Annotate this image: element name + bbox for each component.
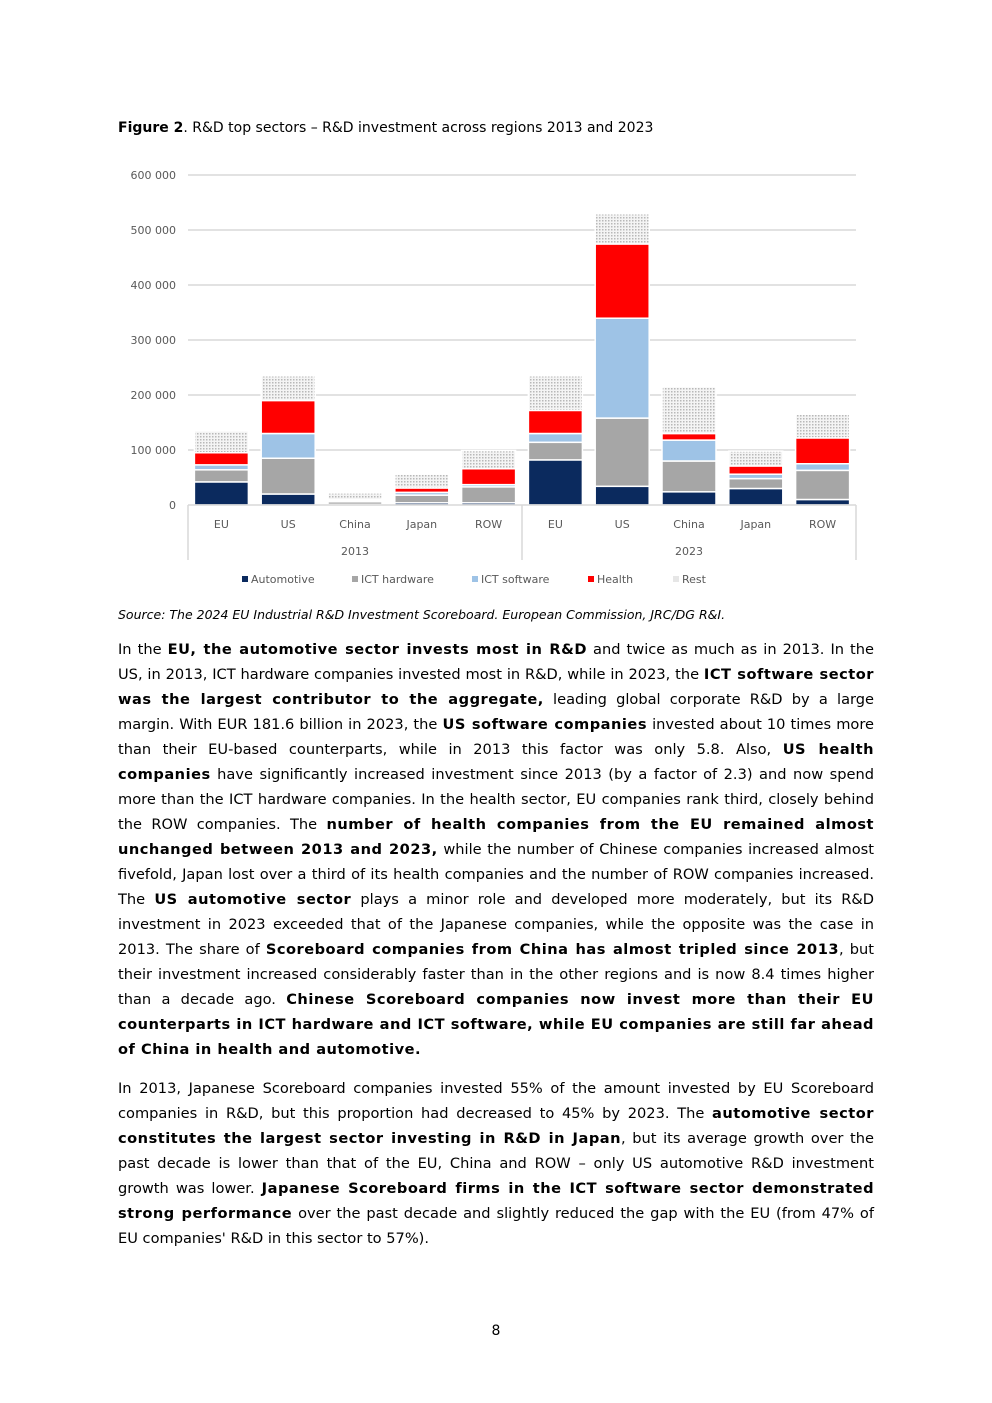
bar-segment-rest [796, 414, 850, 438]
bar-segment-ict-hardware [662, 461, 716, 492]
legend-label: Automotive [251, 573, 315, 586]
bar-segment-health [261, 401, 315, 434]
p1-run: and twice as much as in 2013. In the US, in 2013, ICT hardware companies invested most in R&D, while in 2023, the [118, 641, 875, 683]
bar-segment-health [729, 466, 783, 474]
p1-run: In the [118, 641, 168, 658]
bar-segment-rest [729, 451, 783, 466]
p1-run: Scoreboard companies from China has almost tripled since 2013 [265, 941, 840, 958]
group-label: 2023 [675, 545, 703, 558]
p1-run: , but their investment increased considerably faster than in the other regions and is now 8.4 times higher than a decade ago. [118, 941, 874, 1008]
x-tick-label: EU [547, 518, 563, 531]
x-tick-label: ROW [475, 518, 503, 531]
p2-run: over the past decade and slightly reduced the gap with the EU (from 47% of EU companies' R&D in this sector to 57%). [118, 1205, 874, 1247]
legend-swatch-automotive [242, 576, 248, 582]
bar-segment-ict-hardware [261, 458, 315, 494]
bar-segment-rest [328, 493, 382, 500]
p1-run: Chinese Scoreboard companies now invest more than their EU counterparts in ICT hardware and ICT software, while EU companies are still far ahead of China in health and automotive. [118, 991, 874, 1058]
y-tick-label: 100 000 [130, 444, 176, 457]
legend-label: Health [597, 573, 634, 586]
bar-segment-ict-hardware [528, 442, 582, 460]
legend-label: Rest [682, 573, 706, 586]
bar-segment-ict-hardware [729, 479, 783, 489]
x-tick-label: China [339, 518, 371, 531]
figure-title: . R&D top sectors – R&D investment across regions 2013 and 2023 [183, 120, 654, 136]
bar-segment-automotive [528, 460, 582, 505]
p1-run: US software companies [442, 716, 648, 733]
legend-label: ICT hardware [361, 573, 434, 586]
bar-segment-ict-hardware [395, 495, 449, 503]
bar-segment-automotive [261, 494, 315, 505]
y-tick-label: 500 000 [130, 224, 176, 237]
bar-segment-automotive [729, 489, 783, 506]
p1-run: while the number of Chinese companies increased almost fivefold, Japan lost over a third of its health companies and the number of ROW companies increased. The [118, 841, 875, 908]
bar-segment-health [528, 410, 582, 433]
p1-run: US automotive sector [154, 891, 352, 908]
bar-segment-health [595, 244, 649, 318]
group-label: 2013 [341, 545, 369, 558]
p1-run: number of health companies from the EU remained almost unchanged between 2013 and 2023, [118, 816, 875, 858]
bar-segment-rest [194, 431, 248, 453]
bar-segment-automotive [595, 486, 649, 505]
bar-segment-ict-software [595, 318, 649, 418]
bar-segment-rest [528, 376, 582, 411]
bar-segment-automotive [194, 482, 248, 505]
bar-segment-rest [395, 474, 449, 488]
y-tick-label: 200 000 [130, 389, 176, 402]
p2-run: Japanese Scoreboard firms in the ICT software sector demonstrated strong performance [118, 1180, 875, 1222]
x-tick-label: Japan [740, 518, 772, 531]
legend-label: ICT software [481, 573, 550, 586]
figure-source: Source: The 2024 EU Industrial R&D Investment Scoreboard. European Commission, JRC/DG R&I. [118, 607, 726, 622]
x-tick-label: China [673, 518, 705, 531]
bar-segment-ict-hardware [462, 487, 516, 503]
bar-segment-automotive [796, 500, 850, 506]
y-tick-label: 0 [169, 499, 176, 512]
p2-run: In 2013, Japanese Scoreboard companies invested 55% of the amount invested by EU Scoreboard companies in R&D, but this proportion had decreased to 45% by 2023. The [118, 1080, 874, 1122]
bar-segment-health [462, 469, 516, 485]
bar-segment-ict-software [796, 464, 850, 471]
x-tick-label: EU [213, 518, 229, 531]
paragraph-1 [118, 637, 874, 1062]
bar-segment-rest [462, 451, 516, 469]
bar-segment-rest [662, 387, 716, 434]
bar-segment-health [662, 434, 716, 441]
bar-segment-health [194, 453, 248, 465]
p1-run: EU, the automotive sector invests most in R&D [167, 641, 587, 658]
x-tick-label: US [614, 518, 630, 531]
bar-segment-health [796, 438, 850, 464]
y-tick-label: 400 000 [130, 279, 176, 292]
p1-run: US health companies [118, 741, 874, 783]
bar-segment-automotive [662, 492, 716, 505]
p2-run: automotive sector constitutes the largest sector investing in R&D in Japan [118, 1105, 874, 1147]
legend-swatch-ict-software [472, 576, 478, 582]
stacked-bar-chart [110, 160, 870, 600]
bar-segment-rest [261, 376, 315, 401]
bar-segment-ict-hardware [796, 470, 850, 499]
y-tick-label: 300 000 [130, 334, 176, 347]
x-tick-label: ROW [809, 518, 837, 531]
bar-segment-ict-software [261, 434, 315, 459]
p1-run: leading global corporate R&D by a large margin. With EUR 181.6 billion in 2023, the [118, 691, 874, 733]
x-tick-label: US [280, 518, 296, 531]
bar-segment-ict-software [528, 434, 582, 443]
p1-run: ICT software sector was the largest contributor to the aggregate, [118, 666, 874, 708]
figure-label: Figure 2 [118, 120, 184, 136]
bar-segment-rest [595, 214, 649, 244]
paragraph-2 [118, 1076, 874, 1251]
legend-swatch-ict-hardware [352, 576, 358, 582]
p1-run: have significantly increased investment since 2013 (by a factor of 2.3) and now spend more than the ICT hardware companies. In the health sector, EU companies rank third, closely behind the ROW companies. The [118, 766, 874, 833]
figure-caption [118, 118, 878, 138]
legend-swatch-health [588, 576, 594, 582]
bar-segment-ict-hardware [595, 418, 649, 486]
bar-segment-ict-hardware [194, 470, 248, 482]
page-number: 8 [491, 1323, 501, 1339]
p2-run: , but its average growth over the past decade is lower than that of the EU, China and ROW – only US automotive R&D investment growth was lower. [118, 1130, 874, 1197]
legend-swatch-rest [673, 576, 679, 582]
p1-run: plays a minor role and developed more moderately, but its R&D investment in 2023 exceeded that of the Japanese companies, while the opposite was the case in 2013. The share of [118, 891, 874, 958]
x-tick-label: Japan [406, 518, 438, 531]
bar-segment-ict-software [662, 440, 716, 461]
p1-run: invested about 10 times more than their EU-based counterparts, while in 2013 this factor was only 5.8. Also, [118, 716, 874, 758]
y-tick-label: 600 000 [130, 169, 176, 182]
